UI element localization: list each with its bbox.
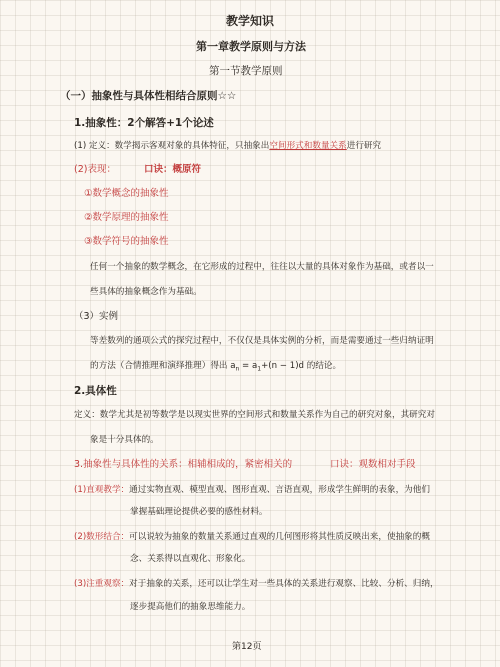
method-intuitive-line1 bbox=[74, 483, 430, 497]
method-number-shape-label: (2)数形结合： bbox=[74, 532, 130, 542]
paragraph-concept-formation-line1: 任何一个抽象的数学概念，在它形成的过程中，往往以大量的具体对象作为基础，或者以一 bbox=[90, 262, 434, 272]
method-intuitive-line2: 掌握基础理论提供必要的感性材料。 bbox=[130, 507, 268, 517]
heading-principle: （一）抽象性与具体性相结合原则☆☆ bbox=[60, 90, 237, 102]
definition-abstract-suffix: 进行研究 bbox=[346, 141, 382, 151]
manifestation-item-symbol: ③数学符号的抽象性 bbox=[84, 236, 169, 247]
definition-abstract bbox=[74, 139, 381, 153]
page-number: 第12页 bbox=[232, 642, 262, 652]
method-intuitive-label: (1)直观教学： bbox=[74, 485, 130, 495]
method-number-shape-line1 bbox=[74, 530, 430, 544]
formula-sub-1: 1 bbox=[257, 365, 262, 373]
method-observation-line2: 逐步提高他们的抽象思维能力。 bbox=[130, 602, 251, 612]
formula-eq: = a bbox=[239, 361, 258, 371]
heading-concreteness: 2.具体性 bbox=[74, 385, 117, 397]
method-observation-text: 对于抽象的关系，还可以让学生对一些具体的关系进行观察、比较、分析、归纳， bbox=[129, 579, 439, 589]
manifestation-mnemonic: 口诀：概原符 bbox=[144, 164, 202, 175]
method-observation-line1 bbox=[74, 577, 439, 591]
definition-concrete-line1: 定义：数学尤其是初等数学是以现实世界的空间形式和数量关系作为自己的研究对象，其研究对 bbox=[74, 410, 435, 420]
relationship-mnemonic: 口诀：观数相对手段 bbox=[330, 459, 416, 470]
paragraph-concept-formation-line2: 些具体的抽象概念作为基础。 bbox=[90, 287, 202, 297]
doc-title: 教学知识 bbox=[226, 14, 275, 28]
formula-rest: +(n − 1)d 的结论。 bbox=[261, 361, 342, 371]
example-label: （3）实例 bbox=[74, 311, 119, 322]
heading-relationship: 3.抽象性与具体性的关系：相辅相成的，紧密相关的 bbox=[74, 459, 293, 470]
section-title: 第一节教学原则 bbox=[209, 65, 283, 77]
definition-abstract-text: (1) 定义：数学揭示客观对象的具体特征，只抽象出 bbox=[74, 141, 270, 151]
formula-sub-n: n bbox=[235, 365, 240, 373]
formula-intro: 的方法（合情推理和演绎推理）得出 a bbox=[90, 361, 236, 371]
manifestation-item-principle: ②数学原理的抽象性 bbox=[84, 212, 169, 223]
heading-abstractness: 1.抽象性：2个解答+1个论述 bbox=[74, 117, 214, 129]
manifestation-item-concept: ①数学概念的抽象性 bbox=[84, 188, 169, 199]
manifestation-label: (2)表现： bbox=[74, 164, 116, 175]
chapter-title: 第一章教学原则与方法 bbox=[196, 40, 306, 53]
paragraph-example-line2 bbox=[90, 359, 341, 377]
definition-abstract-highlight: 空间形式和数量关系 bbox=[269, 141, 347, 151]
method-number-shape-text: 可以说较为抽象的数量关系通过直观的几何图形将其性质反映出来，使抽象的概 bbox=[129, 532, 430, 542]
method-observation-label: (3)注重观察： bbox=[74, 579, 130, 589]
method-intuitive-text: 通过实物直观、模型直观、图形直观、言语直观，形成学生鲜明的表象，为他们 bbox=[129, 485, 430, 495]
method-number-shape-line2: 念、关系得以直观化、形象化。 bbox=[130, 554, 251, 564]
paragraph-example-line1: 等差数列的通项公式的探究过程中，不仅仅是具体实例的分析，而是需要通过一些归纳证明 bbox=[90, 336, 434, 346]
definition-concrete-line2: 象是十分具体的。 bbox=[90, 435, 159, 445]
